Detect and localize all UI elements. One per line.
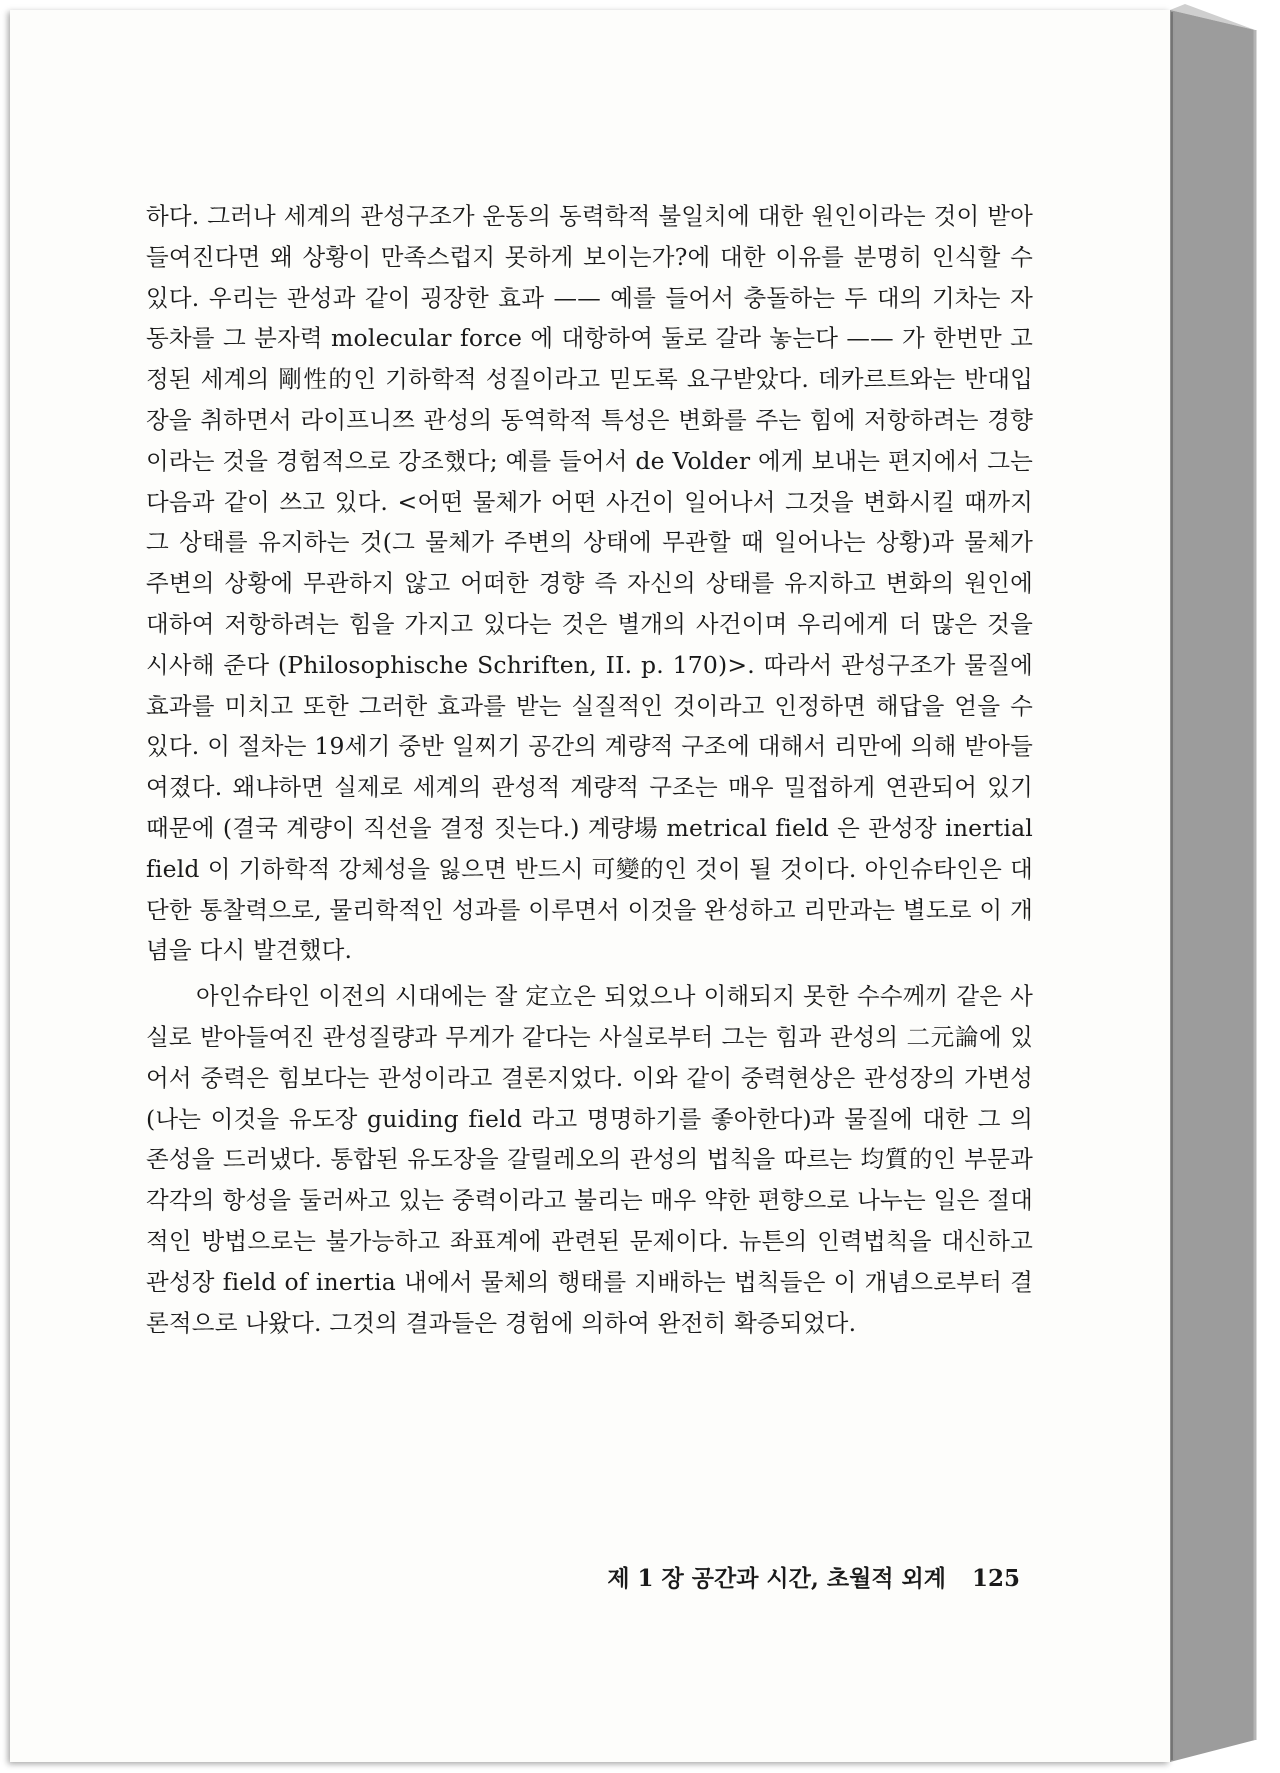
running-head: 제 1 장 공간과 시간, 초월적 외계 (607, 1565, 946, 1592)
paragraph: 아인슈타인 이전의 시대에는 잘 定立은 되었으나 이해되지 못한 수수께끼 같은 사실로 받아들여진 관성질량과 무게가 같다는 사실로부터 그는 힘과 관성의 二元論에 있어서 중력은 힘보다는 관성이라고 결론지었다. 이와 같이 중력현상은 관성장의 가변성(나는 이것을 유도장 guiding field 라고 명명하기를 좋아한다)과 물질에 대한 그 의존성을 드러냈다. 통합된 유도장을 갈릴레오의 관성의 법칙을 따르는 均質的인 부문과 각각의 항성을 둘러싸고 있는 중력이라고 불리는 매우 약한 편향으로 나누는 일은 절대적인 방법으로는 불가능하고 좌표계에 관련된 문제이다. 뉴튼의 인력법칙을 대신하고 관성장 field of inertia 내에서 물체의 행태를 지배하는 법칙들은 이 개념으로부터 결론적으로 나왔다. 그것의 결과들은 경험에 의하여 완전히 확증되었다. (146, 982, 1033, 1337)
page-number: 125 (971, 1565, 1020, 1592)
paragraph: 하다. 그러나 세계의 관성구조가 운동의 동력학적 불일치에 대한 원인이라는 것이 받아들여진다면 왜 상황이 만족스럽지 못하게 보이는가?에 대한 이유를 분명히 인식할 수 있다. 우리는 관성과 같이 굉장한 효과 —— 예를 들어서 충돌하는 두 대의 기차는 자동차를 그 분자력 molecular force 에 대항하여 둘로 갈라 놓는다 —— 가 한번만 고정된 세계의 剛性的인 기하학적 성질이라고 믿도록 요구받았다. 데카르트와는 반대입장을 취하면서 라이프니쯔 관성의 동역학적 특성은 변화를 주는 힘에 저항하려는 경향이라는 것을 경험적으로 강조했다; 예를 들어서 de Volder 에게 보내는 편지에서 그는 다음과 같이 쓰고 있다. <어떤 물체가 어떤 사건이 일어나서 그것을 변화시킬 때까지 그 상태를 유지하는 것(그 물체가 주변의 상태에 무관할 때 일어나는 상황)과 물체가 주변의 상황에 무관하지 않고 어떠한 경향 즉 자신의 상태를 유지하고 변화의 원인에 대하여 저항하려는 힘을 가지고 있다는 것은 별개의 사건이며 우리에게 더 많은 것을 시사해 준다 (Philosophische Schriften, II. p. 170)>. 따라서 관성구조가 물질에 효과를 미치고 또한 그러한 효과를 받는 실질적인 것이라고 인정하면 해답을 얻을 수 있다. 이 절차는 19세기 중반 일찌기 공간의 계량적 구조에 대해서 리만에 의해 받아들여졌다. 왜냐하면 실제로 세계의 관성적 계량적 구조는 매우 밀접하게 연관되어 있기 때문에 (결국 계량이 직선을 결정 짓는다.) 계량場 metrical field 은 관성장 inertial field 이 기하학적 강체성을 잃으면 반드시 可變的인 것이 될 것이다. 아인슈타인은 대단한 통찰력으로, 물리학적인 성과를 이루면서 이것을 완성하고 리만과는 별도로 이 개념을 다시 발견했다. (146, 202, 1033, 965)
book-edge-side (1170, 10, 1255, 1762)
page-footer (560, 1560, 1020, 1593)
body-text (146, 196, 1033, 1343)
